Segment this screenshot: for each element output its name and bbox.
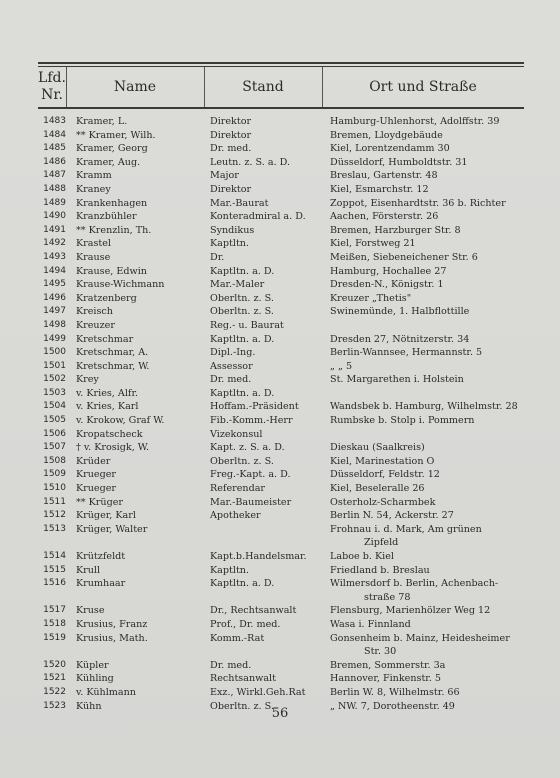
row-ort-line1: Hamburg, Hochallee 27 <box>330 265 447 277</box>
row-ort-line1: Düsseldorf, Feldstr. 12 <box>330 469 440 481</box>
row-ort-line1: Bremen, Sommerstr. 3a <box>330 659 446 671</box>
row-ort-line1: Berlin W. 8, Wilhelmstr. 66 <box>330 686 460 698</box>
row-name: Kühn <box>76 700 102 712</box>
row-ort-line1: Düsseldorf, Humboldtstr. 31 <box>330 156 468 168</box>
header-ort: Ort und Straße <box>369 78 477 95</box>
table-row <box>0 468 560 482</box>
row-ort <box>330 333 522 347</box>
row-ort <box>330 265 522 279</box>
row-name: Krüger, Walter <box>76 523 148 535</box>
row-name: ** Kramer, Wilh. <box>76 129 156 141</box>
row-name: Kretschmar, A. <box>76 347 149 359</box>
row-ort <box>330 564 522 578</box>
table-row <box>0 197 560 211</box>
row-ort-line1: Laboe b. Kiel <box>330 551 394 562</box>
row-ort-line1: Aachen, Försterstr. 26 <box>330 211 439 223</box>
row-stand: Kapt. z. S. a. D. <box>210 442 285 454</box>
row-number: 1483 <box>43 116 66 126</box>
row-ort <box>330 632 522 659</box>
table-row <box>0 346 560 360</box>
row-number: 1486 <box>43 156 66 167</box>
row-ort <box>330 251 522 265</box>
row-ort <box>330 169 522 183</box>
row-stand: Apotheker <box>210 510 261 522</box>
row-name: Kreisch <box>76 306 113 318</box>
row-ort-line1: „ „ 5 <box>330 360 353 372</box>
row-ort <box>330 237 522 251</box>
row-stand: Leutn. z. S. a. D. <box>210 156 291 168</box>
row-stand: Dr. <box>210 251 225 263</box>
row-ort-line1: Wasa i. Finnland <box>330 618 411 630</box>
row-stand: Freg.-Kapt. a. D. <box>210 469 291 481</box>
row-stand: Direktor <box>210 129 252 141</box>
row-ort-line1: Bremen, Lloydgebäude <box>330 129 443 141</box>
table-row <box>0 659 560 673</box>
row-ort <box>330 224 522 238</box>
table-row <box>0 333 560 347</box>
row-name: Kramm <box>76 170 112 182</box>
row-number: 1493 <box>43 251 66 262</box>
row-name: Krull <box>76 564 101 576</box>
row-stand: Oberltn. z. S. <box>210 455 274 467</box>
row-ort <box>330 468 522 482</box>
row-name: v. Krokow, Graf W. <box>76 415 165 427</box>
header-nr-line2: Nr. <box>41 87 63 103</box>
row-stand: Mar.-Baurat <box>210 197 269 209</box>
row-number: 1506 <box>43 428 66 439</box>
row-ort <box>330 360 522 374</box>
table-row <box>0 428 560 442</box>
row-stand: Referendar <box>210 483 266 495</box>
row-number: 1488 <box>43 183 66 194</box>
row-ort-line1: „ NW. 7, Dorotheenstr. 49 <box>330 700 455 712</box>
row-stand: Kaptltn. a. D. <box>210 333 275 345</box>
row-ort-line1: Friedland b. Breslau <box>330 564 430 576</box>
row-ort <box>330 115 522 129</box>
table-row <box>0 319 560 333</box>
table-row <box>0 224 560 238</box>
row-name: Krusius, Math. <box>76 632 148 644</box>
row-number: 1498 <box>43 319 66 330</box>
row-stand: Kaptltn. a. D. <box>210 265 275 277</box>
row-ort-line1: Wilmersdorf b. Berlin, Achenbach- <box>330 578 499 590</box>
row-ort-line1: St. Margarethen i. Holstein <box>330 374 464 386</box>
table-row <box>0 455 560 469</box>
table-row <box>0 183 560 197</box>
row-name: Krastel <box>76 238 111 250</box>
row-ort-line1: Kiel, Lorentzendamm 30 <box>330 143 450 155</box>
row-name: Kropatscheck <box>76 428 143 440</box>
row-stand: Exz., Wirkl.Geh.Rat <box>210 686 306 698</box>
row-stand: Dr. med. <box>210 659 252 671</box>
row-ort <box>330 577 522 604</box>
row-number: 1502 <box>43 374 66 385</box>
row-name: Kraney <box>76 183 111 195</box>
row-ort <box>330 618 522 632</box>
row-name: Krüder <box>76 455 111 467</box>
row-stand: Hoffam.-Präsident <box>210 401 299 413</box>
row-ort <box>330 672 522 686</box>
row-ort <box>330 523 522 550</box>
row-ort <box>330 550 522 564</box>
row-name: Krueger <box>76 469 117 481</box>
row-name: Kretschmar, W. <box>76 360 150 372</box>
table-row <box>0 278 560 292</box>
row-name: v. Kries, Karl <box>76 401 139 413</box>
table-row <box>0 169 560 183</box>
row-number: 1504 <box>43 401 66 412</box>
table-row <box>0 292 560 306</box>
row-number: 1509 <box>43 469 66 480</box>
table-row <box>0 265 560 279</box>
top-rule-thin <box>38 66 524 67</box>
row-name: Kranzbühler <box>76 211 137 223</box>
row-number: 1487 <box>43 170 66 181</box>
row-number: 1497 <box>43 306 66 317</box>
row-number: 1519 <box>43 632 66 643</box>
row-number: 1520 <box>43 659 66 670</box>
row-ort-line1: Berlin-Wannsee, Hermannstr. 5 <box>330 347 483 359</box>
row-stand: Kaptltn. <box>210 238 250 250</box>
row-number: 1501 <box>43 360 66 371</box>
row-stand: Reg.- u. Baurat <box>210 319 284 331</box>
row-ort-line1: Berlin N. 54, Ackerstr. 27 <box>330 510 454 522</box>
header-name: Name <box>113 78 157 95</box>
row-name: Krüger, Karl <box>76 510 136 522</box>
row-number: 1489 <box>43 197 66 208</box>
row-ort <box>330 129 522 143</box>
row-name: Kreuzer <box>76 319 115 331</box>
row-stand: Dr., Rechtsanwalt <box>210 605 297 617</box>
row-stand: Konteradmiral a. D. <box>210 211 306 223</box>
row-name: Kretschmar <box>76 333 134 345</box>
row-stand: Prof., Dr. med. <box>210 618 281 630</box>
row-ort-line1: Dieskau (Saalkreis) <box>330 442 425 454</box>
row-ort <box>330 183 522 197</box>
table-row <box>0 632 560 659</box>
row-ort <box>330 455 522 469</box>
row-ort <box>330 278 522 292</box>
row-stand: Mar.-Baumeister <box>210 496 292 508</box>
row-stand: Oberltn. z. S. <box>210 700 274 712</box>
row-number: 1495 <box>43 279 66 290</box>
row-ort <box>330 210 522 224</box>
table-row <box>0 523 560 550</box>
table-row <box>0 441 560 455</box>
table-row <box>0 210 560 224</box>
row-ort <box>330 292 522 306</box>
row-ort-line1: Zoppot, Eisenhardtstr. 36 b. Richter <box>330 197 506 209</box>
page-number: 56 <box>271 706 289 721</box>
row-ort-line2: straße 78 <box>364 591 411 603</box>
row-ort-line1: Kiel, Beseleralle 26 <box>330 483 425 495</box>
row-ort-line1: Osterholz-Scharmbek <box>330 496 436 508</box>
row-stand: Fib.-Komm.-Herr <box>210 415 293 427</box>
row-name: Krause-Wichmann <box>76 279 165 291</box>
row-ort <box>330 509 522 523</box>
member-list <box>0 115 560 713</box>
table-row <box>0 142 560 156</box>
row-stand: Vizekonsul <box>210 428 263 440</box>
row-stand: Kaptltn. a. D. <box>210 578 275 590</box>
row-ort-line1: Meißen, Siebeneichener Str. 6 <box>330 251 478 263</box>
row-number: 1484 <box>43 129 66 140</box>
row-number: 1523 <box>43 700 66 711</box>
row-ort <box>330 482 522 496</box>
row-stand: Dr. med. <box>210 374 252 386</box>
row-number: 1490 <box>43 211 66 222</box>
table-row <box>0 550 560 564</box>
row-ort-line1: Hannover, Finkenstr. 5 <box>330 673 442 685</box>
table-row <box>0 482 560 496</box>
row-name: Kramer, Georg <box>76 143 148 155</box>
row-name: Krumhaar <box>76 578 126 590</box>
table-row <box>0 129 560 143</box>
row-stand: Dipl.-Ing. <box>210 347 256 359</box>
table-row <box>0 672 560 686</box>
row-ort <box>330 400 522 414</box>
row-ort-line1: Kiel, Marinestation O <box>330 455 435 467</box>
row-name: Kratzenberg <box>76 292 137 304</box>
row-ort <box>330 197 522 211</box>
row-name: Kramer, Aug. <box>76 156 141 168</box>
row-ort-line1: Swinemünde, 1. Halbflottille <box>330 306 470 318</box>
row-name: Krause, Edwin <box>76 265 147 277</box>
table-row <box>0 604 560 618</box>
row-name: ** Krenzlin, Th. <box>76 224 152 236</box>
row-number: 1499 <box>43 333 66 344</box>
row-number: 1512 <box>43 510 66 521</box>
row-name: Kruse <box>76 605 105 617</box>
row-ort-line1: Hamburg-Uhlenhorst, Adolffstr. 39 <box>330 116 500 127</box>
row-number: 1500 <box>43 347 66 358</box>
row-number: 1517 <box>43 605 66 616</box>
row-stand: Assessor <box>210 360 253 372</box>
row-number: 1515 <box>43 564 66 575</box>
row-name: Krause <box>76 251 111 263</box>
row-stand: Mar.-Maler <box>210 279 265 291</box>
row-name: Kramer, L. <box>76 116 128 127</box>
row-number: 1518 <box>43 618 66 629</box>
row-ort-line2: Zipfeld <box>364 537 399 549</box>
row-number: 1511 <box>43 496 66 507</box>
row-ort <box>330 414 522 428</box>
header-nr <box>38 68 66 106</box>
table-row <box>0 251 560 265</box>
row-number: 1485 <box>43 143 66 154</box>
row-stand: Direktor <box>210 116 252 127</box>
row-ort-line2: Str. 30 <box>364 646 397 658</box>
row-ort-line1: Flensburg, Marienhölzer Weg 12 <box>330 605 491 617</box>
row-number: 1505 <box>43 415 66 426</box>
row-ort-line1: Kiel, Forstweg 21 <box>330 238 416 250</box>
table-row <box>0 237 560 251</box>
row-ort-line1: Dresden-N., Königstr. 1 <box>330 279 444 291</box>
row-name: Krusius, Franz <box>76 618 148 630</box>
row-number: 1521 <box>43 673 66 684</box>
row-stand: Kaptltn. a. D. <box>210 387 275 399</box>
row-number: 1496 <box>43 292 66 303</box>
row-ort <box>330 496 522 510</box>
row-ort-line1: Bremen, Harzburger Str. 8 <box>330 224 461 236</box>
row-ort-line1: Kiel, Esmarchstr. 12 <box>330 183 429 195</box>
row-ort <box>330 346 522 360</box>
row-stand: Kapt.b.Handelsmar. <box>210 551 307 562</box>
row-ort <box>330 156 522 170</box>
row-name: Kühling <box>76 673 114 685</box>
row-ort-line1: Kreuzer „Thetis" <box>330 292 412 304</box>
table-row <box>0 686 560 700</box>
table-row <box>0 387 560 401</box>
header-rule <box>38 107 524 109</box>
table-row <box>0 618 560 632</box>
row-stand: Dr. med. <box>210 143 252 155</box>
row-number: 1516 <box>43 578 66 589</box>
row-stand: Major <box>210 170 239 182</box>
row-ort <box>330 659 522 673</box>
row-ort <box>330 142 522 156</box>
row-name: Krey <box>76 374 99 386</box>
row-stand: Direktor <box>210 183 252 195</box>
table-row <box>0 564 560 578</box>
row-number: 1491 <box>43 224 66 235</box>
header-nr-line1: Lfd. <box>38 70 66 86</box>
row-ort-line1: Frohnau i. d. Mark, Am grünen <box>330 523 482 535</box>
row-name: Küpler <box>76 659 109 671</box>
row-ort-line1: Dresden 27, Nötnitzerstr. 34 <box>330 333 470 345</box>
row-number: 1503 <box>43 387 66 398</box>
table-row <box>0 305 560 319</box>
row-name: ** Krüger <box>76 496 123 508</box>
row-number: 1508 <box>43 455 66 466</box>
row-number: 1510 <box>43 483 66 494</box>
row-name: v. Kries, Alfr. <box>76 387 139 399</box>
row-number: 1514 <box>43 551 66 561</box>
row-name: † v. Krosigk, W. <box>76 442 150 454</box>
row-stand: Oberltn. z. S. <box>210 306 274 318</box>
row-stand: Kaptltn. <box>210 564 250 576</box>
table-row <box>0 414 560 428</box>
row-name: Krueger <box>76 483 117 495</box>
row-ort <box>330 373 522 387</box>
table-row <box>0 373 560 387</box>
table-row <box>0 400 560 414</box>
row-stand: Oberltn. z. S. <box>210 292 274 304</box>
table-row <box>0 360 560 374</box>
row-ort-line1: Breslau, Gartenstr. 48 <box>330 170 438 182</box>
row-stand: Syndikus <box>210 224 255 236</box>
table-row <box>0 509 560 523</box>
row-ort-line1: Rumbske b. Stolp i. Pommern <box>330 415 475 427</box>
row-name: v. Kühlmann <box>76 686 136 698</box>
top-rule <box>38 62 524 64</box>
row-ort <box>330 604 522 618</box>
table-row <box>0 115 560 129</box>
row-number: 1507 <box>43 442 66 453</box>
row-ort-line1: Gonsenheim b. Mainz, Heidesheimer <box>330 632 510 644</box>
row-ort <box>330 305 522 319</box>
row-stand: Komm.-Rat <box>210 632 265 644</box>
row-stand: Rechtsanwalt <box>210 673 276 685</box>
table-row <box>0 577 560 604</box>
row-number: 1494 <box>43 265 66 276</box>
table-row <box>0 496 560 510</box>
row-name: Krützfeldt <box>76 551 126 562</box>
header-stand: Stand <box>242 78 284 95</box>
row-ort-line1: Wandsbek b. Hamburg, Wilhelmstr. 28 <box>330 401 518 413</box>
row-number: 1522 <box>43 686 66 697</box>
row-number: 1492 <box>43 238 66 249</box>
row-number: 1513 <box>43 523 66 534</box>
row-name: Krankenhagen <box>76 197 148 209</box>
row-ort <box>330 441 522 455</box>
table-row <box>0 156 560 170</box>
row-ort <box>330 686 522 700</box>
